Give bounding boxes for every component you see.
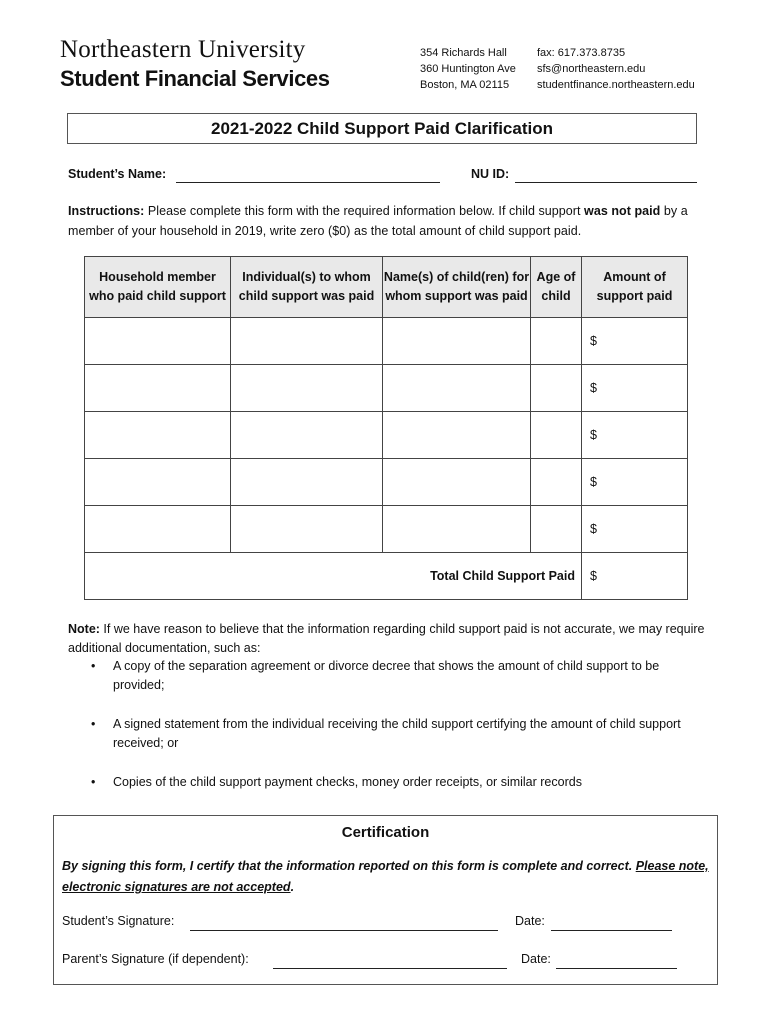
table-row (85, 506, 688, 553)
amount-cell[interactable]: $ (582, 506, 688, 553)
list-item-text: A copy of the separation agreement or divorce decree that shows the amount of child support to be provided; (113, 659, 660, 692)
table-row (85, 459, 688, 506)
header-children: Name(s) of child(ren) for whom support was paid (383, 257, 531, 318)
parent-signature-field[interactable] (273, 954, 507, 969)
children-cell[interactable] (383, 506, 531, 553)
instructions-lead: Instructions: (68, 204, 145, 218)
age-cell[interactable] (531, 318, 582, 365)
instructions-text: by a member of your household in 2019, write zero ($0) as the total amount of child support paid. (68, 204, 688, 238)
note-text: If we have reason to believe that the information regarding child support paid is not accurate, we may require additional documentation, such as: (68, 622, 705, 655)
certification-warning: Please note, electronic signatures are not accepted (62, 859, 709, 894)
contact-block (537, 45, 695, 93)
student-name-field[interactable] (176, 168, 440, 183)
household-member-cell[interactable] (85, 318, 231, 365)
household-member-cell[interactable] (85, 365, 231, 412)
household-member-cell[interactable] (85, 506, 231, 553)
list-item (91, 773, 713, 792)
certification-box (53, 815, 718, 985)
parent-date-label: Date: (521, 952, 551, 966)
certification-statement (62, 856, 712, 898)
header-amount: Amount of support paid (582, 257, 688, 318)
parent-date-field[interactable] (556, 954, 677, 969)
bullet-icon: • (91, 659, 96, 673)
student-name-label: Student’s Name: (68, 167, 167, 181)
student-signature-label: Student’s Signature: (62, 914, 175, 928)
total-amount-cell[interactable]: $ (582, 553, 688, 600)
table-row (85, 318, 688, 365)
address-line: Boston, MA 02115 (420, 79, 510, 91)
age-cell[interactable] (531, 506, 582, 553)
form-title: 2021-2022 Child Support Paid Clarification (67, 113, 697, 144)
student-date-label: Date: (515, 914, 545, 928)
amount-cell[interactable]: $ (582, 365, 688, 412)
student-date-field[interactable] (551, 916, 672, 931)
children-cell[interactable] (383, 318, 531, 365)
header-age: Age of child (531, 257, 582, 318)
household-member-cell[interactable] (85, 459, 231, 506)
instructions-emphasis: was not paid (584, 204, 661, 218)
child-support-table (84, 256, 688, 600)
list-item (91, 657, 713, 695)
department-name: Student Financial Services (60, 66, 330, 91)
recipient-cell[interactable] (231, 459, 383, 506)
address-line: 354 Richards Hall (420, 47, 507, 59)
fax-number: fax: 617.373.8735 (537, 47, 626, 59)
table-row (85, 412, 688, 459)
amount-cell[interactable]: $ (582, 459, 688, 506)
list-item (91, 715, 713, 753)
household-member-cell[interactable] (85, 412, 231, 459)
bullet-icon: • (91, 717, 96, 731)
children-cell[interactable] (383, 459, 531, 506)
total-row (85, 553, 688, 600)
address-block (420, 45, 516, 93)
total-label: Total Child Support Paid (85, 553, 582, 600)
age-cell[interactable] (531, 459, 582, 506)
email-address: sfs@northeastern.edu (537, 63, 646, 75)
address-line: 360 Huntington Ave (420, 63, 516, 75)
recipient-cell[interactable] (231, 318, 383, 365)
certification-text-end: . (290, 880, 295, 894)
instructions-text: Please complete this form with the required information below. If child support (144, 204, 585, 218)
amount-cell[interactable]: $ (582, 318, 688, 365)
header-recipient: Individual(s) to whom child support was paid (231, 257, 383, 318)
note-lead: Note: (68, 622, 100, 636)
certification-text: By signing this form, I certify that the information reported on this form is complete and correct. (62, 859, 636, 873)
recipient-cell[interactable] (231, 412, 383, 459)
recipient-cell[interactable] (231, 365, 383, 412)
note (68, 620, 708, 658)
children-cell[interactable] (383, 412, 531, 459)
list-item-text: Copies of the child support payment checks, money order receipts, or similar records (113, 775, 582, 789)
header-household-member: Household member who paid child support (85, 257, 231, 318)
bullet-icon: • (91, 775, 96, 789)
age-cell[interactable] (531, 412, 582, 459)
list-item-text: A signed statement from the individual receiving the child support certifying the amount of child support received; or (113, 717, 681, 750)
table-row (85, 365, 688, 412)
amount-cell[interactable]: $ (582, 412, 688, 459)
recipient-cell[interactable] (231, 506, 383, 553)
website: studentfinance.northeastern.edu (537, 79, 695, 91)
certification-title: Certification (341, 824, 430, 841)
instructions (68, 201, 708, 241)
university-name: Northeastern University (60, 36, 306, 63)
nuid-field[interactable] (515, 168, 697, 183)
age-cell[interactable] (531, 365, 582, 412)
children-cell[interactable] (383, 365, 531, 412)
parent-signature-label: Parent’s Signature (if dependent): (62, 952, 249, 966)
table-header-row (85, 257, 688, 318)
nuid-label: NU ID: (471, 167, 510, 181)
student-signature-field[interactable] (190, 916, 498, 931)
